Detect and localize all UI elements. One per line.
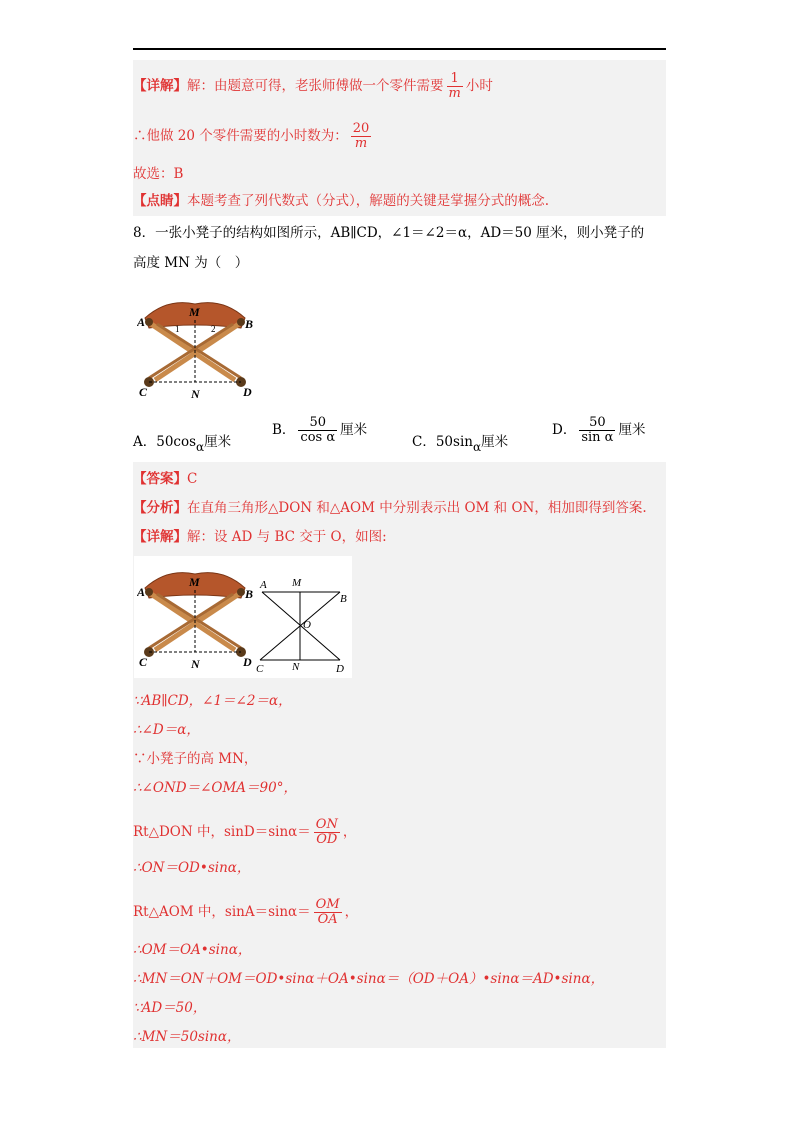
label-d: D xyxy=(243,655,252,669)
label-b: B xyxy=(245,317,254,331)
stool-figure-2 xyxy=(137,566,255,674)
step-6: ∴OM＝OA•sinα， xyxy=(133,942,252,958)
diagram-label-o: O xyxy=(303,619,311,631)
step-8: ∵AD＝50， xyxy=(133,1000,207,1016)
question-8-line-2: 高度 MN 为（ ） xyxy=(133,255,249,271)
diagram-label-m: M xyxy=(292,577,302,589)
label-n: N xyxy=(191,657,200,671)
detail-tag: 【详解】 xyxy=(133,78,187,94)
detail-tail: 小时 xyxy=(465,78,493,94)
diagram-label-a: A xyxy=(260,579,267,591)
label-c: C xyxy=(139,655,148,669)
detail-line-2: 【详解】解：设 AD 与 BC 交于 O，如图: xyxy=(133,529,387,545)
choose-line: 故选：B xyxy=(133,166,184,182)
rt-aom-line: Rt△AOM 中，sinA＝sinα＝ $\frac{OM}{OA}$ ， xyxy=(133,897,359,927)
question-8-line-1: 8．一张小凳子的结构如图所示，AB∥CD，∠1＝∠2＝α，AD＝50 厘米，则小凳子的 xyxy=(133,225,645,241)
diagram-label-c: C xyxy=(256,663,264,674)
label-b: B xyxy=(245,587,254,601)
comment-line xyxy=(133,192,549,210)
step-2: ∴∠D＝α， xyxy=(133,722,200,738)
fraction-20-over-m: $\frac{20}{m}$ xyxy=(352,121,370,151)
stool-joint xyxy=(237,318,245,326)
step-7: ∴MN＝ON＋OM＝OD•sinα＋OA•sinα＝（OD＋OA）•sinα＝AD•sinα， xyxy=(133,971,605,987)
therefore-line xyxy=(133,122,374,151)
fraction-1-over-m: $\frac{1}{m}$ xyxy=(448,71,461,101)
label-m: M xyxy=(189,575,200,589)
analysis-line: 【分析】在直角三角形△DON 和△AOM 中分别表示出 OM 和 ON，相加即得到答案. xyxy=(133,500,647,516)
step-1: ∵AB∥CD，∠1＝∠2＝α， xyxy=(133,693,292,709)
label-a: A xyxy=(137,315,146,329)
label-d: D xyxy=(243,385,252,399)
therefore-text: ∴他做 20 个零件需要的小时数为： xyxy=(133,128,348,144)
step-5: ∴ON＝OD•sinα， xyxy=(133,860,251,876)
stool-joint xyxy=(145,318,153,326)
diagram-label-n: N xyxy=(292,661,300,673)
label-2: 2 xyxy=(211,324,216,334)
option-a: A．50cosα厘米 xyxy=(133,434,232,454)
comment-tag: 【点睛】 xyxy=(133,193,187,209)
label-m: M xyxy=(189,305,200,319)
step-3: ∵小凳子的高 MN， xyxy=(133,751,258,767)
detail-text: 解：由题意可得，老张师傅做一个零件需要 xyxy=(187,78,444,94)
diagram-label-d: D xyxy=(336,663,344,674)
comment-text: 本题考查了列代数式（分式），解题的关键是掌握分式的概念. xyxy=(187,193,550,209)
option-b: B． $\frac{50}{\text{cos α}}$ 厘米 xyxy=(272,415,368,445)
stool-figure xyxy=(137,296,255,404)
answer-line: 【答案】C xyxy=(133,471,198,487)
header-rule xyxy=(133,48,666,50)
label-n: N xyxy=(191,387,200,401)
step-9: ∴MN＝50sinα， xyxy=(133,1029,241,1045)
diagram-label-b: B xyxy=(340,593,347,605)
step-4: ∴∠OND＝∠OMA＝90°， xyxy=(133,780,297,796)
geometry-diagram xyxy=(256,574,350,674)
option-c: C．50sinα厘米 xyxy=(412,434,509,454)
rt-don-line: Rt△DON 中，sinD＝sinα＝ $\frac{ON}{OD}$ ， xyxy=(133,817,357,847)
label-c: C xyxy=(139,385,148,399)
label-1: 1 xyxy=(175,324,180,334)
detail-line-1 xyxy=(133,72,493,101)
label-a: A xyxy=(137,585,146,599)
option-d: D． $\frac{50}{\text{sin α}}$ 厘米 xyxy=(552,415,646,445)
